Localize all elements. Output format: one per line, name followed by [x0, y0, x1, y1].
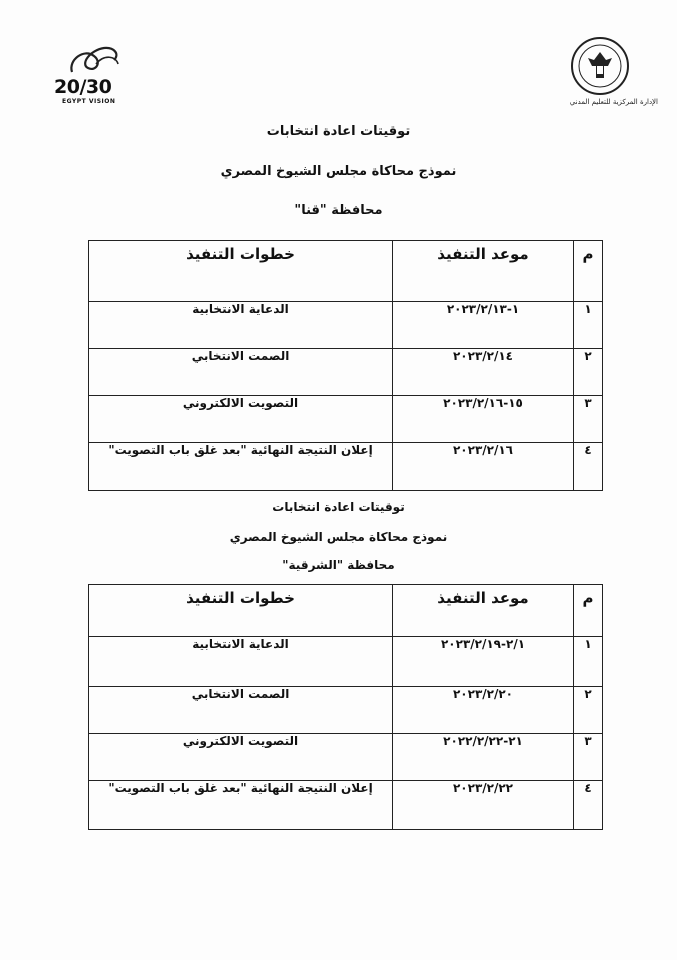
seal-caption: الإدارة المركزية للتعليم المدني — [569, 98, 658, 106]
row-step: الدعاية الانتخابية — [89, 302, 393, 349]
schedule-table-qena — [88, 240, 603, 491]
row-step: الدعاية الانتخابية — [89, 637, 393, 687]
row-number: ٤ — [574, 443, 603, 491]
table-row — [89, 349, 603, 396]
row-number: ٣ — [574, 734, 603, 781]
row-number: ١ — [574, 302, 603, 349]
row-step: الصمت الانتخابي — [89, 687, 393, 734]
table-row — [89, 781, 603, 830]
table-row — [89, 396, 603, 443]
table-row — [89, 687, 603, 734]
vision-logo-number: 20/30 — [54, 76, 112, 98]
row-number: ٣ — [574, 396, 603, 443]
schedule-table-sharqia — [88, 584, 603, 830]
row-date: ٢١-٢٠٢٢/٢/٢٢ — [393, 734, 574, 781]
table-header-row — [89, 241, 603, 302]
table-row — [89, 302, 603, 349]
ministry-seal — [548, 36, 658, 116]
section-2-governorate: محافظة "الشرقية" — [282, 558, 395, 572]
row-date: ٢/١-٢٠٢٣/٢/١٩ — [393, 637, 574, 687]
row-step: إعلان النتيجة النهائية "بعد غلق باب التصويت" — [89, 781, 393, 830]
row-date: ٢٠٢٣/٢/١٤ — [393, 349, 574, 396]
column-header-number: م — [574, 585, 603, 637]
egypt-vision-2030-logo — [48, 42, 138, 107]
vision-swirl-icon — [66, 42, 122, 78]
column-header-steps: خطوات التنفيذ — [89, 241, 393, 302]
section-1-governorate: محافظة "قنا" — [294, 203, 383, 218]
vision-logo-text: EGYPT VISION — [62, 98, 116, 105]
column-header-steps: خطوات التنفيذ — [89, 585, 393, 637]
section-1-subtitle: نموذج محاكاة مجلس الشيوخ المصري — [220, 164, 457, 179]
row-step: إعلان النتيجة النهائية "بعد غلق باب التصويت" — [89, 443, 393, 491]
row-number: ١ — [574, 637, 603, 687]
row-number: ٤ — [574, 781, 603, 830]
table-row — [89, 443, 603, 491]
row-date: ٢٠٢٣/٢/١٦ — [393, 443, 574, 491]
column-header-date: موعد التنفيذ — [393, 585, 574, 637]
row-step: الصمت الانتخابي — [89, 349, 393, 396]
section-1-title: توقيتات اعادة انتخابات — [266, 124, 411, 139]
row-number: ٢ — [574, 349, 603, 396]
row-number: ٢ — [574, 687, 603, 734]
row-date: ١٥-٢٠٢٣/٢/١٦ — [393, 396, 574, 443]
table-header-row — [89, 585, 603, 637]
column-header-number: م — [574, 241, 603, 302]
row-step: التصويت الالكتروني — [89, 396, 393, 443]
section-2-title: توقيتات اعادة انتخابات — [272, 500, 405, 514]
table-row — [89, 734, 603, 781]
row-date: ١-٢٠٢٣/٢/١٣ — [393, 302, 574, 349]
section-2-subtitle: نموذج محاكاة مجلس الشيوخ المصري — [229, 530, 448, 544]
row-date: ٢٠٢٣/٢/٢٠ — [393, 687, 574, 734]
row-date: ٢٠٢٣/٢/٢٢ — [393, 781, 574, 830]
column-header-date: موعد التنفيذ — [393, 241, 574, 302]
row-step: التصويت الالكتروني — [89, 734, 393, 781]
eagle-seal-icon — [570, 36, 630, 96]
table-row — [89, 637, 603, 687]
